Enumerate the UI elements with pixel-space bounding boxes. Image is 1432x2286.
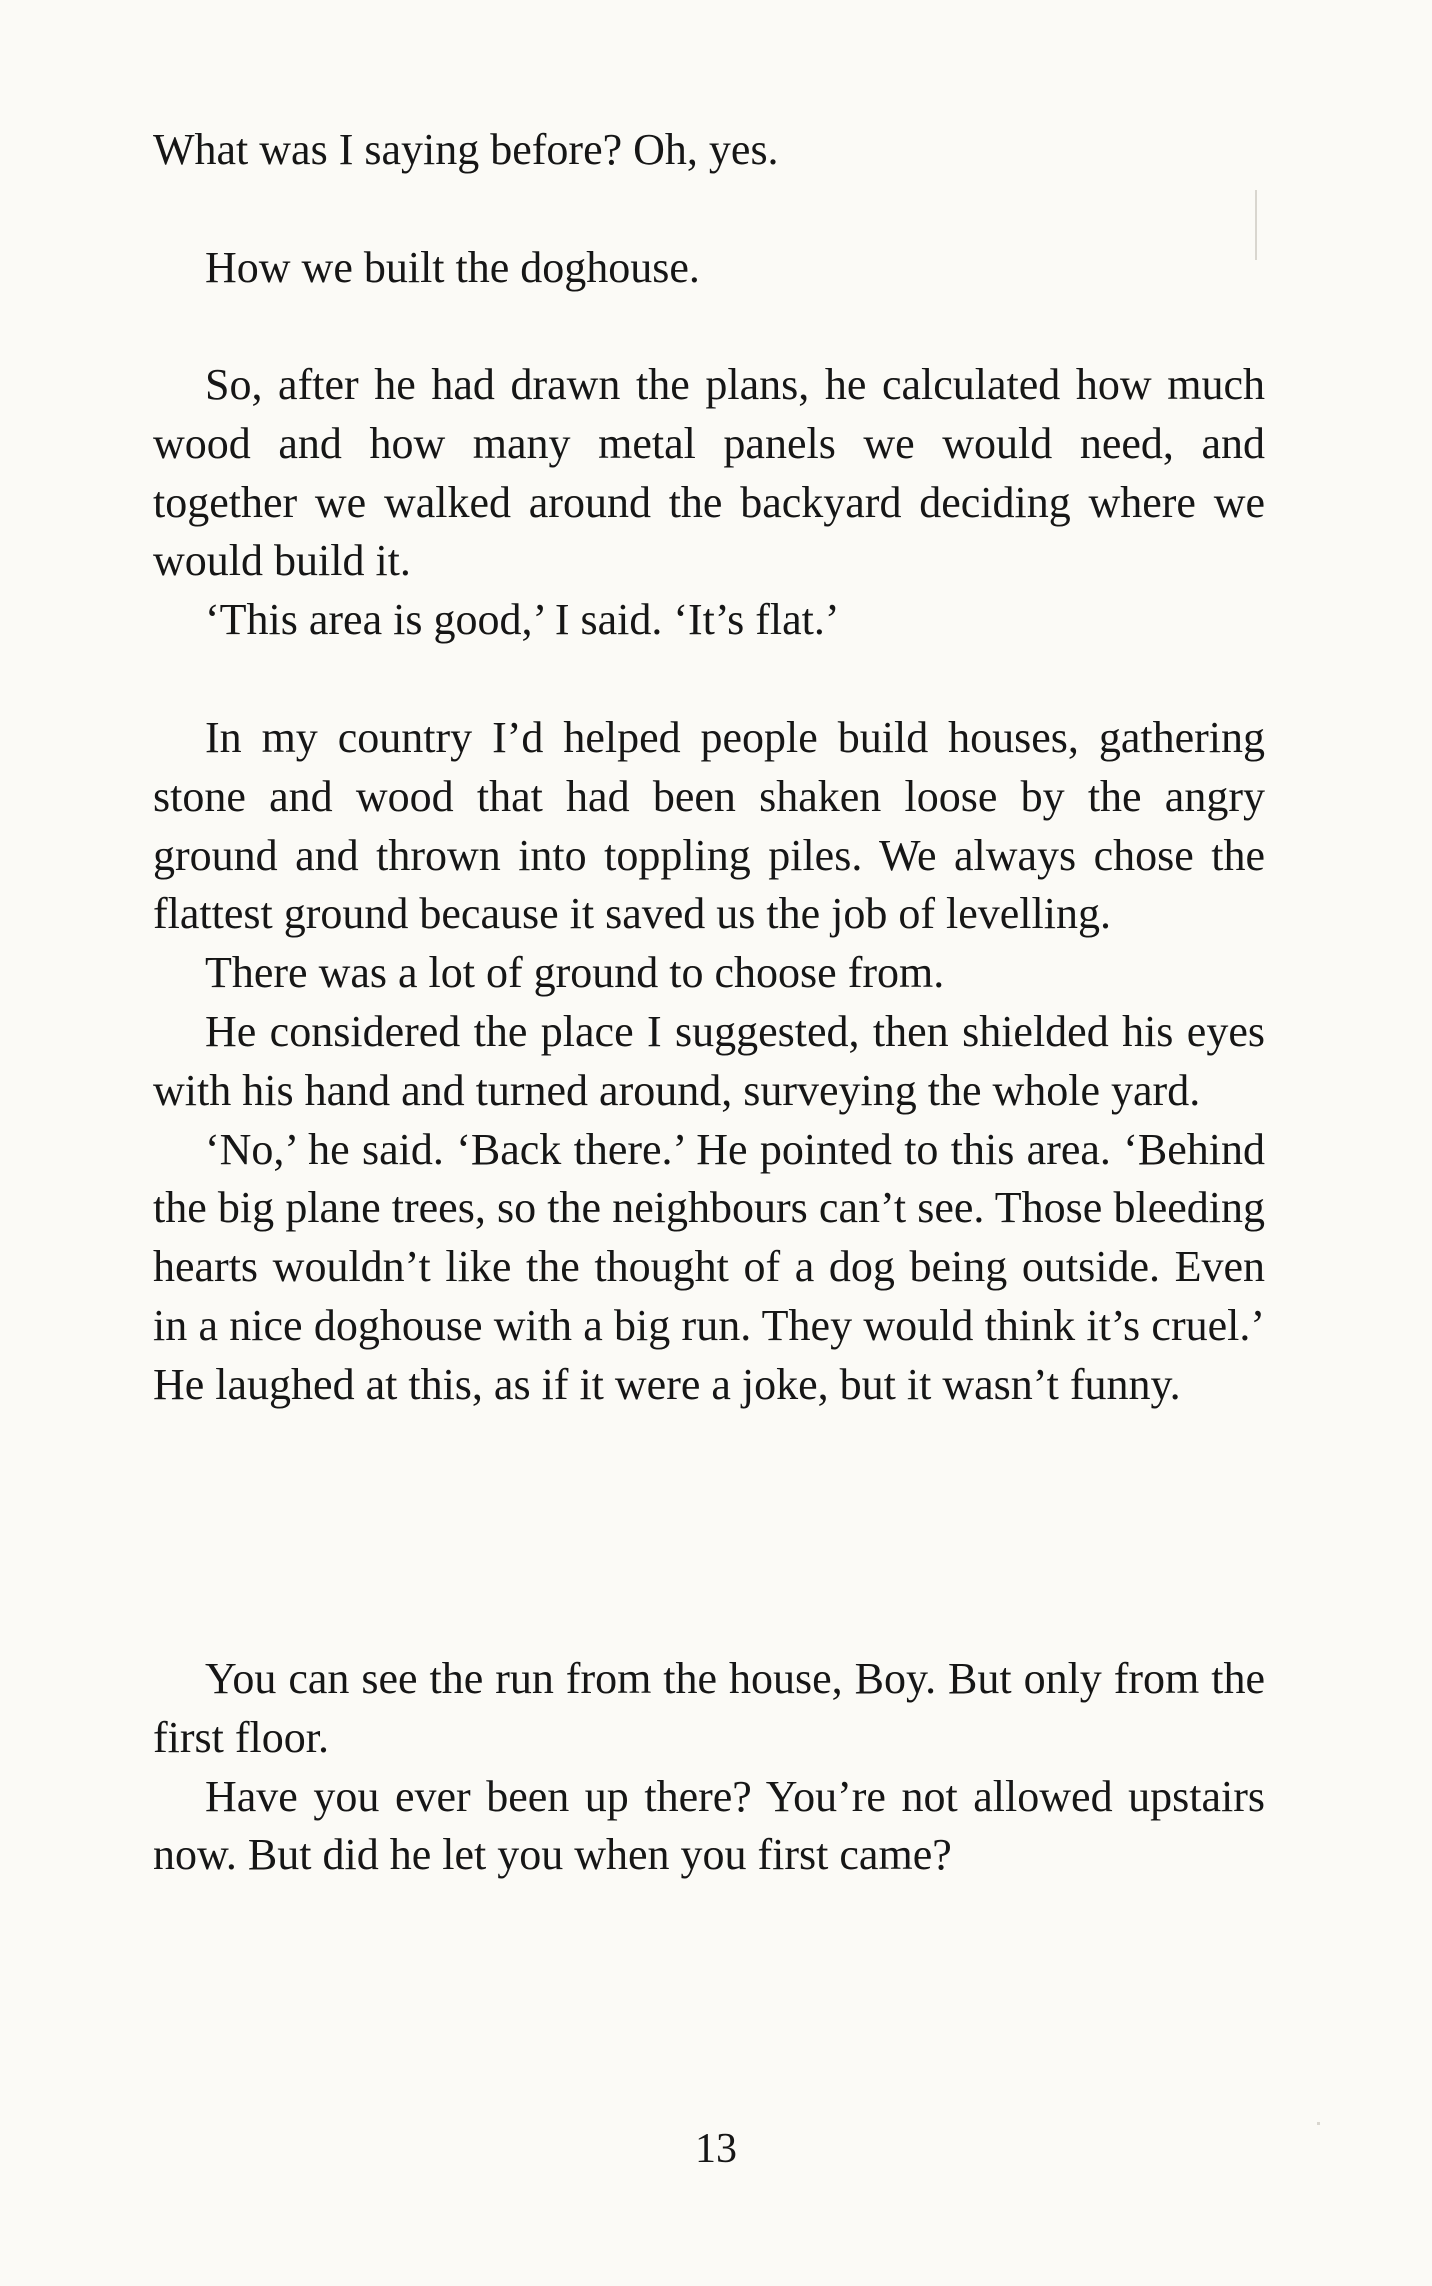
paragraph: He considered the place I suggested, then shielded his eyes with his hand and turned around, surveying the whole yard. — [153, 1006, 1265, 1115]
paragraph: In my country I’d helped people build houses, gathering stone and wood that had been shaken loose by the angry ground and thrown into toppling piles. We always chose the flattest ground because it saved us the job of levelling. — [153, 713, 1265, 939]
text-block — [153, 121, 1265, 180]
paragraph: You can see the run from the house, Boy. But only from the first floor. — [153, 1654, 1265, 1762]
paragraph: Have you ever been up there? You’re not allowed upstairs now. But did he let you when you first came? — [153, 1771, 1265, 1880]
paragraph: How we built the doghouse. — [205, 243, 700, 292]
text-block — [153, 1650, 1265, 1885]
page-number: 13 — [695, 2126, 737, 2172]
paragraph: So, after he had drawn the plans, he calculated how much wood and how many metal panels we would need, and together we walked around the backyard deciding where we would build it. — [153, 360, 1265, 586]
text-block — [153, 356, 1265, 650]
paragraph: What was I saying before? Oh, yes. — [153, 125, 779, 174]
text-block — [153, 239, 1265, 298]
paragraph: There was a lot of ground to choose from. — [205, 948, 945, 998]
paragraph: ‘No,’ he said. ‘Back there.’ He pointed to this area. ‘Behind the big plane trees, so the neighbours can’t see. Those bleeding hearts wouldn’t like the thought of a dog being outside. Even in a nice doghouse with a big run. They would think it’s cruel.’ He laughed at this, as if it were a joke, but it wasn’t funny. — [153, 1124, 1265, 1409]
paragraph: ‘This area is good,’ I said. ‘It’s flat.’ — [205, 595, 840, 645]
text-block — [153, 709, 1265, 1415]
